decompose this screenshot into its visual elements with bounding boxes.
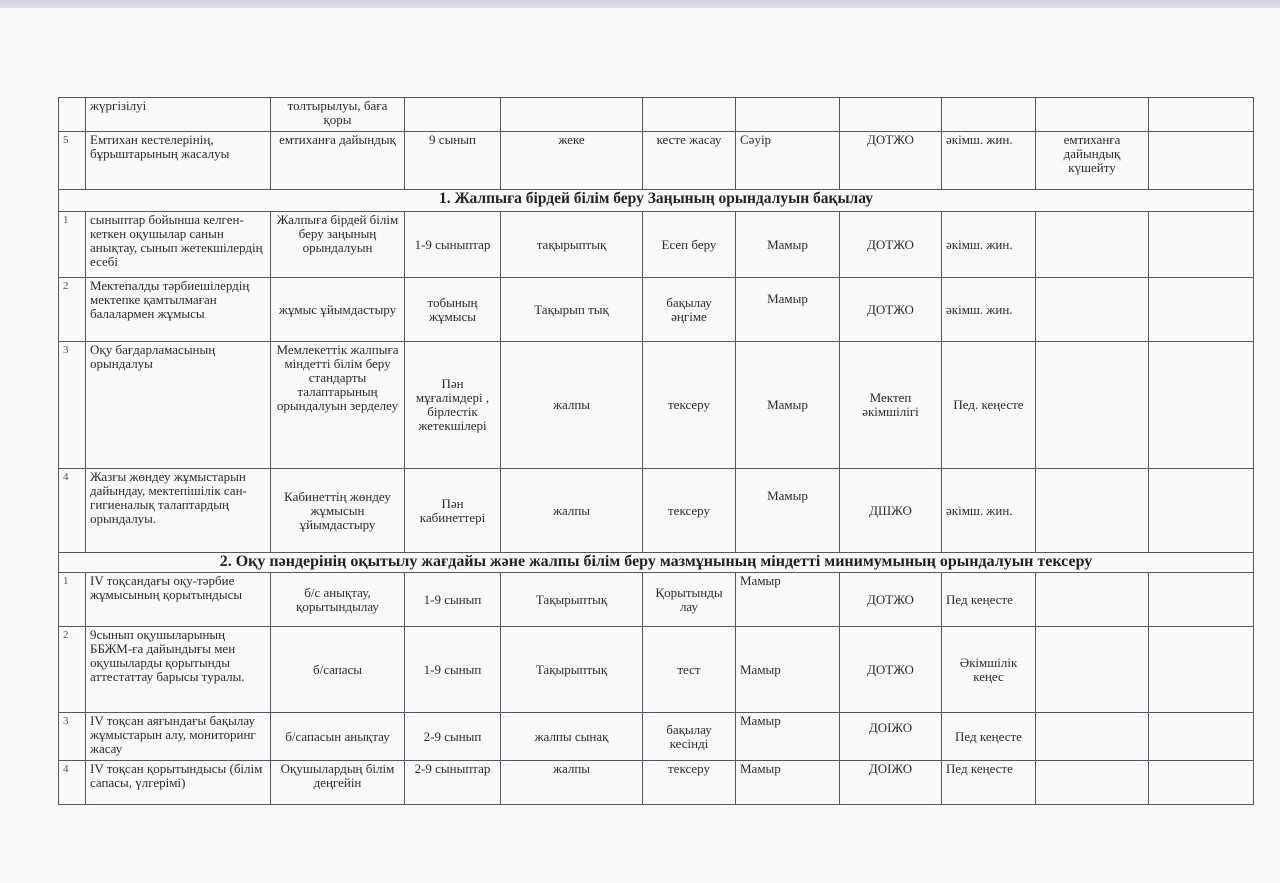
cell-goal: б/сапасы	[271, 627, 405, 713]
cell-topic: Мектепалды тәрбиешілердің мектепке қамтылмаған балалармен жұмысы	[86, 278, 271, 342]
table-row	[59, 761, 1254, 805]
cell-topic: IV тоқсандағы оқу-тәрбие жұмысының қорытындысы	[86, 573, 271, 627]
row-number: 2	[59, 627, 86, 713]
cell-responsible: ДОТЖО	[840, 278, 942, 342]
cell-object: 1-9 сыныптар	[405, 212, 501, 278]
cell-date: Мамыр	[736, 342, 840, 469]
table-row	[59, 98, 1254, 132]
cell-date: Мамыр	[736, 713, 840, 761]
cell-where	[942, 98, 1036, 132]
cell-method: бақылау әңгіме	[643, 278, 736, 342]
table-row	[59, 278, 1254, 342]
cell-method	[643, 98, 736, 132]
cell-responsible: ДШЖО	[840, 469, 942, 553]
cell-where: әкімш. жин.	[942, 212, 1036, 278]
cell-decision	[1036, 98, 1149, 132]
cell-object	[405, 98, 501, 132]
cell-note	[1149, 278, 1254, 342]
cell-date: Мамыр	[736, 761, 840, 805]
row-number	[59, 98, 86, 132]
cell-decision: емтиханға дайындық күшейту	[1036, 132, 1149, 190]
table-row	[59, 212, 1254, 278]
cell-method: тексеру	[643, 761, 736, 805]
cell-object: 1-9 сынып	[405, 627, 501, 713]
table-row	[59, 469, 1254, 553]
cell-decision	[1036, 278, 1149, 342]
cell-object: Пән мұғалімдері , бірлестік жетекшілері	[405, 342, 501, 469]
cell-where: Пед кеңесте	[942, 573, 1036, 627]
table-row	[59, 627, 1254, 713]
cell-topic: жүргізілуі	[86, 98, 271, 132]
cell-type: тақырыптық	[501, 212, 643, 278]
section-heading-row	[59, 190, 1254, 212]
cell-where: әкімш. жин.	[942, 469, 1036, 553]
table-row	[59, 132, 1254, 190]
cell-decision	[1036, 627, 1149, 713]
cell-where: Әкімшілік кеңес	[942, 627, 1036, 713]
cell-type: Тақырыптық	[501, 573, 643, 627]
cell-responsible: ДОТЖО	[840, 573, 942, 627]
row-number: 3	[59, 713, 86, 761]
cell-object: 9 сынып	[405, 132, 501, 190]
cell-topic: IV тоқсан қорытындысы (білім сапасы, үлгерімі)	[86, 761, 271, 805]
cell-date: Сәуір	[736, 132, 840, 190]
cell-note	[1149, 469, 1254, 553]
cell-note	[1149, 627, 1254, 713]
cell-note	[1149, 342, 1254, 469]
cell-type: Тақырыптық	[501, 627, 643, 713]
cell-where: әкімш. жин.	[942, 278, 1036, 342]
row-number: 5	[59, 132, 86, 190]
row-number: 1	[59, 212, 86, 278]
row-number: 1	[59, 573, 86, 627]
cell-note	[1149, 573, 1254, 627]
cell-where: әкімш. жин.	[942, 132, 1036, 190]
cell-method: тексеру	[643, 342, 736, 469]
cell-date: Мамыр	[736, 212, 840, 278]
row-number: 2	[59, 278, 86, 342]
cell-object: 2-9 сынып	[405, 713, 501, 761]
cell-responsible: ДОТЖО	[840, 627, 942, 713]
cell-note	[1149, 132, 1254, 190]
cell-object: 2-9 сыныптар	[405, 761, 501, 805]
cell-goal: б/с анықтау, қорытындылау	[271, 573, 405, 627]
row-number: 4	[59, 761, 86, 805]
cell-decision	[1036, 342, 1149, 469]
cell-method: бақылау кесінді	[643, 713, 736, 761]
cell-decision	[1036, 573, 1149, 627]
cell-method: Қорытынды лау	[643, 573, 736, 627]
section-2-title: 2. Оқу пәндерінің оқытылу жағдайы және жалпы білім беру мазмұнының міндетті минимумының орындалуын тексеру	[59, 553, 1254, 573]
cell-decision	[1036, 761, 1149, 805]
cell-type: жалпы сынақ	[501, 713, 643, 761]
cell-type: Тақырып тық	[501, 278, 643, 342]
cell-goal: Мемлекеттік жалпыға міндетті білім беру стандарты талаптарының орындалуын зерделеу	[271, 342, 405, 469]
cell-note	[1149, 713, 1254, 761]
section-1-title: 1. Жалпыға бірдей білім беру Заңының орындалуын бақылау	[59, 190, 1254, 212]
cell-object: Пән кабинеттері	[405, 469, 501, 553]
cell-method: тексеру	[643, 469, 736, 553]
cell-topic: Емтихан кестелерінің, бұрыштарының жасалуы	[86, 132, 271, 190]
cell-topic: Оқу бағдарламасының орындалуы	[86, 342, 271, 469]
cell-where: Пед. кеңесте	[942, 342, 1036, 469]
cell-type: жалпы	[501, 469, 643, 553]
row-number: 3	[59, 342, 86, 469]
cell-where: Пед кеңесте	[942, 761, 1036, 805]
cell-note	[1149, 98, 1254, 132]
cell-responsible: ДОТЖО	[840, 132, 942, 190]
cell-object: тобының жұмысы	[405, 278, 501, 342]
cell-date: Мамыр	[736, 627, 840, 713]
row-number: 4	[59, 469, 86, 553]
table-row	[59, 573, 1254, 627]
control-plan-table	[58, 97, 1254, 805]
cell-type: жалпы	[501, 761, 643, 805]
cell-where: Пед кеңесте	[942, 713, 1036, 761]
cell-method: тест	[643, 627, 736, 713]
cell-note	[1149, 212, 1254, 278]
cell-topic: сыныптар бойынша келген-кеткен оқушылар санын анықтау, сынып жетекшілердің есебі	[86, 212, 271, 278]
cell-responsible: Мектеп әкімшілігі	[840, 342, 942, 469]
cell-decision	[1036, 713, 1149, 761]
cell-responsible	[840, 98, 942, 132]
cell-goal: Кабинеттің жөндеу жұмысын ұйымдастыру	[271, 469, 405, 553]
cell-object: 1-9 сынып	[405, 573, 501, 627]
cell-goal: толтырылуы, бағa қоры	[271, 98, 405, 132]
cell-topic: IV тоқсан аяғындағы бақылау жұмыстарын алу, мониторинг жасау	[86, 713, 271, 761]
cell-responsible: ДОІЖО	[840, 713, 942, 761]
cell-method: Есеп беру	[643, 212, 736, 278]
cell-date: Мамыр	[736, 469, 840, 553]
cell-date: Мамыр	[736, 573, 840, 627]
cell-goal: Жалпыға бірдей білім беру заңының орындалуын	[271, 212, 405, 278]
cell-topic: 9сынып оқушыларының ББЖМ-ға дайындығы мен оқушыларды қорытынды аттестаттау барысы туралы.	[86, 627, 271, 713]
cell-type: жалпы	[501, 342, 643, 469]
cell-type	[501, 98, 643, 132]
cell-method: кесте жасау	[643, 132, 736, 190]
cell-type: жеке	[501, 132, 643, 190]
cell-goal: Оқушылардың білім деңгейін	[271, 761, 405, 805]
cell-goal: жұмыс ұйымдастыру	[271, 278, 405, 342]
cell-date: Мамыр	[736, 278, 840, 342]
table-row	[59, 342, 1254, 469]
cell-decision	[1036, 212, 1149, 278]
table-row	[59, 713, 1254, 761]
cell-responsible: ДОІЖО	[840, 761, 942, 805]
cell-decision	[1036, 469, 1149, 553]
cell-goal: б/сапасын анықтау	[271, 713, 405, 761]
cell-responsible: ДОТЖО	[840, 212, 942, 278]
cell-date	[736, 98, 840, 132]
cell-topic: Жазғы жөндеу жұмыстарын дайындау, мектепішілік сан-гигиеналық талаптардың орындалуы.	[86, 469, 271, 553]
cell-goal: емтиханға дайындық	[271, 132, 405, 190]
cell-note	[1149, 761, 1254, 805]
section-heading-row	[59, 553, 1254, 573]
